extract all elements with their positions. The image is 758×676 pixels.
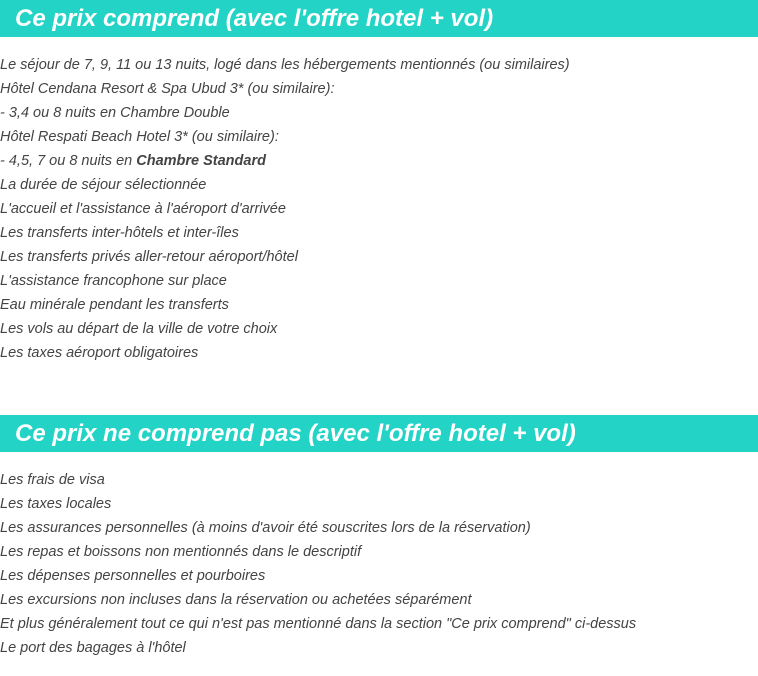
list-item: Les vols au départ de la ville de votre choix (0, 321, 278, 337)
list-item: Hôtel Respati Beach Hotel 3* (ou similaire): (0, 129, 279, 145)
list-item-room-type (0, 149, 570, 173)
list-item: Hôtel Cendana Resort & Spa Ubud 3* (ou similaire): (0, 81, 335, 97)
list-item: Eau minérale pendant les transferts (0, 297, 229, 313)
room-line-prefix: - 4,5, 7 ou 8 nuits en (0, 153, 137, 169)
list-item: L'assistance francophone sur place (0, 273, 227, 289)
list-item: Les transferts privés aller-retour aéroport/hôtel (0, 249, 298, 265)
room-type-name: Chambre Standard (136, 153, 266, 169)
list-item: Les taxes locales (0, 496, 112, 512)
list-item: La durée de séjour sélectionnée (0, 177, 207, 193)
list-item: Les transferts inter-hôtels et inter-îles (0, 225, 239, 241)
included-list (0, 53, 570, 365)
list-item: Les repas et boissons non mentionnés dans le descriptif (0, 544, 362, 560)
list-item: Le séjour de 7, 9, 11 ou 13 nuits, logé dans les hébergements mentionnés (ou similaires) (0, 57, 570, 73)
list-item: Les dépenses personnelles et pourboires (0, 568, 266, 584)
list-item: - 3,4 ou 8 nuits en Chambre Double (0, 105, 230, 121)
list-item: Les excursions non incluses dans la réservation ou achetées séparément (0, 592, 472, 608)
excluded-list (0, 468, 636, 660)
list-item: Les taxes aéroport obligatoires (0, 345, 199, 361)
list-item: Et plus généralement tout ce qui n'est pas mentionné dans la section "Ce prix comprend" ci-dessus (0, 616, 637, 632)
list-item: Le port des bagages à l'hôtel (0, 640, 186, 656)
excluded-section-title: Ce prix ne comprend pas (avec l'offre hotel + vol) (0, 415, 758, 452)
included-section-title: Ce prix comprend (avec l'offre hotel + vol) (0, 0, 758, 37)
list-item: L'accueil et l'assistance à l'aéroport d'arrivée (0, 201, 286, 217)
list-item: Les assurances personnelles (à moins d'avoir été souscrites lors de la réservation) (0, 520, 531, 536)
list-item: Les frais de visa (0, 472, 105, 488)
